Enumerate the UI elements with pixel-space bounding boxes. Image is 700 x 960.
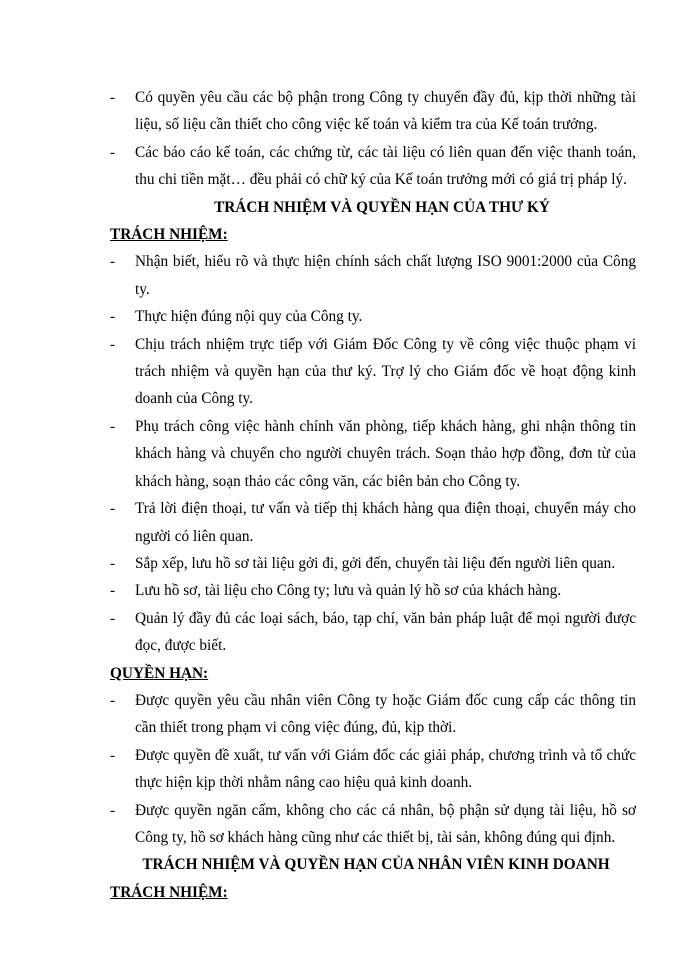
list-item [110, 797, 636, 852]
bullet-dash: - [110, 691, 116, 709]
subheading-rights: QUYỀN HẠN: [110, 664, 209, 682]
document-body [110, 84, 636, 906]
bullet-dash: - [110, 609, 116, 627]
bullet-dash: - [110, 253, 116, 271]
list-item [110, 550, 636, 577]
list-item [110, 687, 636, 742]
bullet-dash: - [110, 308, 116, 326]
bullet-dash: - [110, 417, 116, 435]
list-item [110, 577, 636, 604]
list-item [110, 139, 636, 194]
list-item-text: Được quyền ngăn cấm, không cho các cá nhân, bộ phận sử dụng tài liệu, hồ sơ Công ty, hồ sơ khách hàng cũng như các thiết bị, tài sản, không đúng qui định. [135, 801, 636, 846]
list-item [110, 331, 636, 413]
list-item-text: Các báo cáo kế toán, các chứng từ, các tài liệu có liên quan đến việc thanh toán, thu chi tiền mặt… đều phải có chữ ký của Kế toán trưởng mới có giá trị pháp lý. [135, 143, 636, 189]
bullet-dash: - [110, 143, 116, 161]
list-item-text: Được quyền đề xuất, tư vấn với Giám đốc các giải pháp, chương trình và tổ chức thực hiện kịp thời nhằm nâng cao hiệu quả kinh doanh. [135, 746, 636, 792]
list-item-text: Được quyền yêu cầu nhân viên Công ty hoặc Giám đốc cung cấp các thông tin cần thiết trong phạm vi công việc đúng, đủ, kịp thời. [135, 691, 636, 737]
list-item [110, 413, 636, 495]
list-item-text: Chịu trách nhiệm trực tiếp với Giám Đốc Công ty về công việc thuộc phạm vi trách nhiệm và quyền hạn của thư ký. Trợ lý cho Giám đốc về hoạt động kinh doanh của Công ty. [135, 335, 636, 408]
section-title-secretary: TRÁCH NHIỆM VÀ QUYỀN HẠN CỦA THƯ KÝ [214, 198, 550, 216]
list-item [110, 248, 636, 303]
list-item [110, 605, 636, 660]
bullet-dash: - [110, 89, 116, 106]
list-item-text: Sắp xếp, lưu hồ sơ tài liệu gởi đi, gởi đến, chuyển tài liệu đến người liên quan. [135, 554, 616, 572]
bullet-dash: - [110, 582, 116, 600]
list-item-text: Có quyền yêu cầu các bộ phận trong Công ty chuyển đầy đủ, kịp thời những tài liệu, số liệu cần thiết cho công việc kế toán và kiểm tra của Kế toán trưởng. [135, 89, 636, 134]
list-item-text: Nhận biết, hiểu rõ và thực hiện chính sách chất lượng ISO 9001:2000 của Công ty. [135, 253, 636, 298]
section-title-sales: TRÁCH NHIỆM VÀ QUYỀN HẠN CỦA NHÂN VIÊN KINH DOANH [142, 856, 610, 874]
list-item-text: Thực hiện đúng nội quy của Công ty. [135, 308, 363, 326]
bullet-dash: - [110, 500, 116, 518]
list-item-text: Trả lời điện thoại, tư vấn và tiếp thị khách hàng qua điện thoại, chuyển máy cho người có liên quan. [135, 500, 636, 545]
bullet-dash: - [110, 335, 116, 353]
subheading-responsibilities: TRÁCH NHIỆM: [110, 226, 228, 244]
list-item-text: Lưu hồ sơ, tài liệu cho Công ty; lưu và quản lý hồ sơ của khách hàng. [135, 582, 562, 600]
bullet-dash: - [110, 801, 116, 819]
bullet-dash: - [110, 554, 116, 572]
list-item [110, 303, 636, 330]
list-item [110, 84, 636, 139]
bullet-dash: - [110, 746, 116, 764]
list-item-text: Phụ trách công việc hành chính văn phòng, tiếp khách hàng, ghi nhận thông tin khách hàng và chuyển cho người chuyên trách. Soạn thảo hợp đồng, đơn từ của khách hàng, soạn thảo các công văn, các biên bản cho Công ty. [135, 417, 636, 490]
list-item-text: Quản lý đầy đủ các loại sách, báo, tạp chí, văn bản pháp luật để mọi người được đọc, được biết. [135, 609, 636, 655]
list-item [110, 742, 636, 797]
list-item [110, 495, 636, 550]
subheading-responsibilities: TRÁCH NHIỆM: [110, 883, 228, 901]
